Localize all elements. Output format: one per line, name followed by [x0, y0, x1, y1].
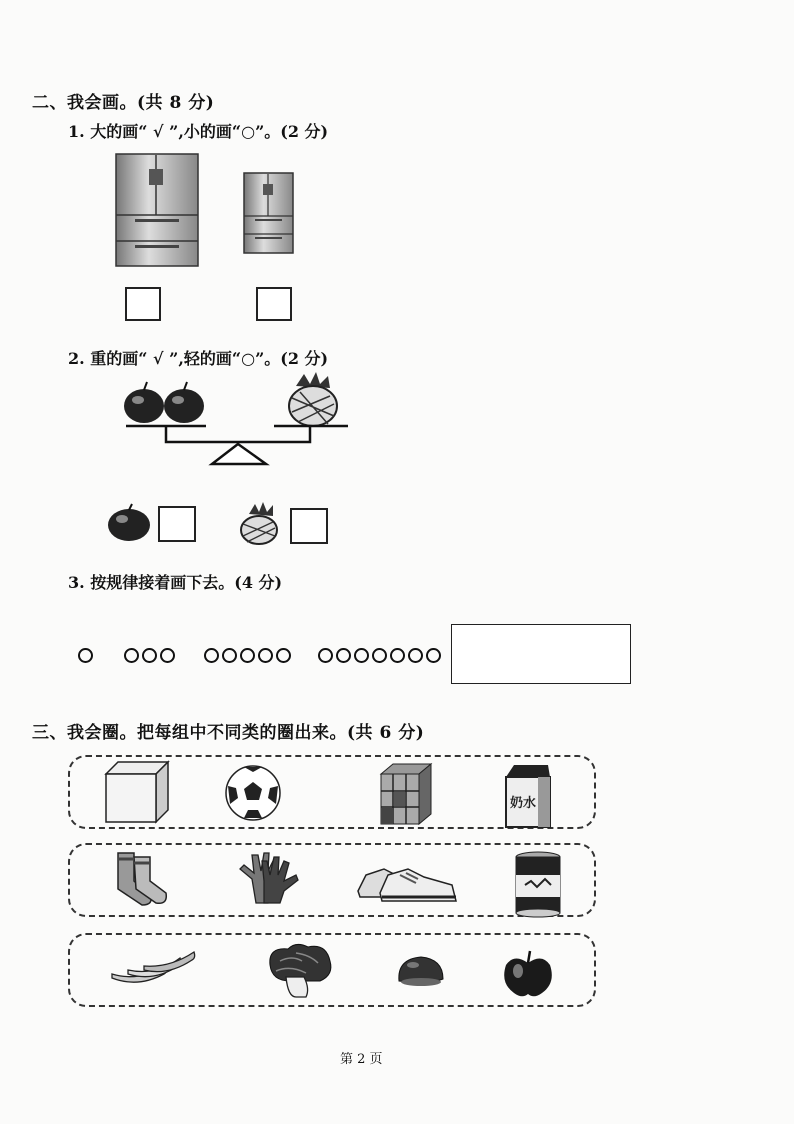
gloves-icon	[234, 849, 302, 905]
circle-mark	[204, 648, 219, 663]
can-icon	[513, 851, 563, 919]
apple-answer-box[interactable]	[158, 506, 196, 542]
pineapple-answer-box[interactable]	[290, 508, 328, 544]
circle-mark	[240, 648, 255, 663]
banana-icon	[108, 948, 198, 986]
soccer-ball-icon	[224, 764, 282, 822]
section2-title: 二、我会画。(共 8 分)	[32, 93, 215, 113]
mushroom-icon	[395, 953, 447, 989]
milk-carton-label: 奶水	[510, 796, 537, 811]
cabbage-icon	[266, 941, 334, 999]
q1-text: 1. 大的画“ √ ”,小的画“○”。(2 分)	[68, 122, 329, 141]
circle-mark	[160, 648, 175, 663]
sneakers-icon	[356, 855, 460, 905]
circle-mark	[124, 648, 139, 663]
circle-mark	[142, 648, 157, 663]
circle-mark	[372, 648, 387, 663]
page-number: 第 2 页	[340, 1052, 383, 1067]
apple-icon	[105, 504, 153, 542]
section3-title: 三、我会圈。把每组中不同类的圈出来。(共 6 分)	[32, 723, 425, 743]
rubiks-cube-icon	[379, 762, 433, 826]
circle-mark	[354, 648, 369, 663]
cube-icon	[104, 760, 170, 822]
sequence-answer-box[interactable]	[451, 624, 631, 684]
circle-mark	[276, 648, 291, 663]
small-fridge-answer-box[interactable]	[256, 287, 292, 321]
sequence-group-3	[124, 648, 175, 663]
big-fridge-icon	[115, 153, 199, 267]
apple-icon	[124, 382, 164, 423]
q3-text: 3. 按规律接着画下去。(4 分)	[68, 573, 283, 592]
sequence-group-1	[78, 648, 93, 663]
balance-scale-icon	[120, 372, 360, 472]
circle-mark	[258, 648, 273, 663]
pineapple-icon	[289, 372, 337, 426]
milk-carton-icon	[502, 763, 554, 829]
circle-mark	[78, 648, 93, 663]
apple-icon	[500, 949, 556, 999]
circle-mark	[390, 648, 405, 663]
q2-text: 2. 重的画“ √ ”,轻的画“○”。(2 分)	[68, 349, 329, 368]
circle-mark	[336, 648, 351, 663]
small-fridge-icon	[243, 172, 294, 254]
big-fridge-answer-box[interactable]	[125, 287, 161, 321]
circle-mark	[408, 648, 423, 663]
apple-icon	[164, 382, 204, 423]
pineapple-icon	[237, 502, 281, 544]
sequence-group-5	[204, 648, 291, 663]
circle-mark	[426, 648, 441, 663]
circle-mark	[222, 648, 237, 663]
circle-mark	[318, 648, 333, 663]
socks-icon	[98, 851, 170, 907]
sequence-group-7	[318, 648, 441, 663]
